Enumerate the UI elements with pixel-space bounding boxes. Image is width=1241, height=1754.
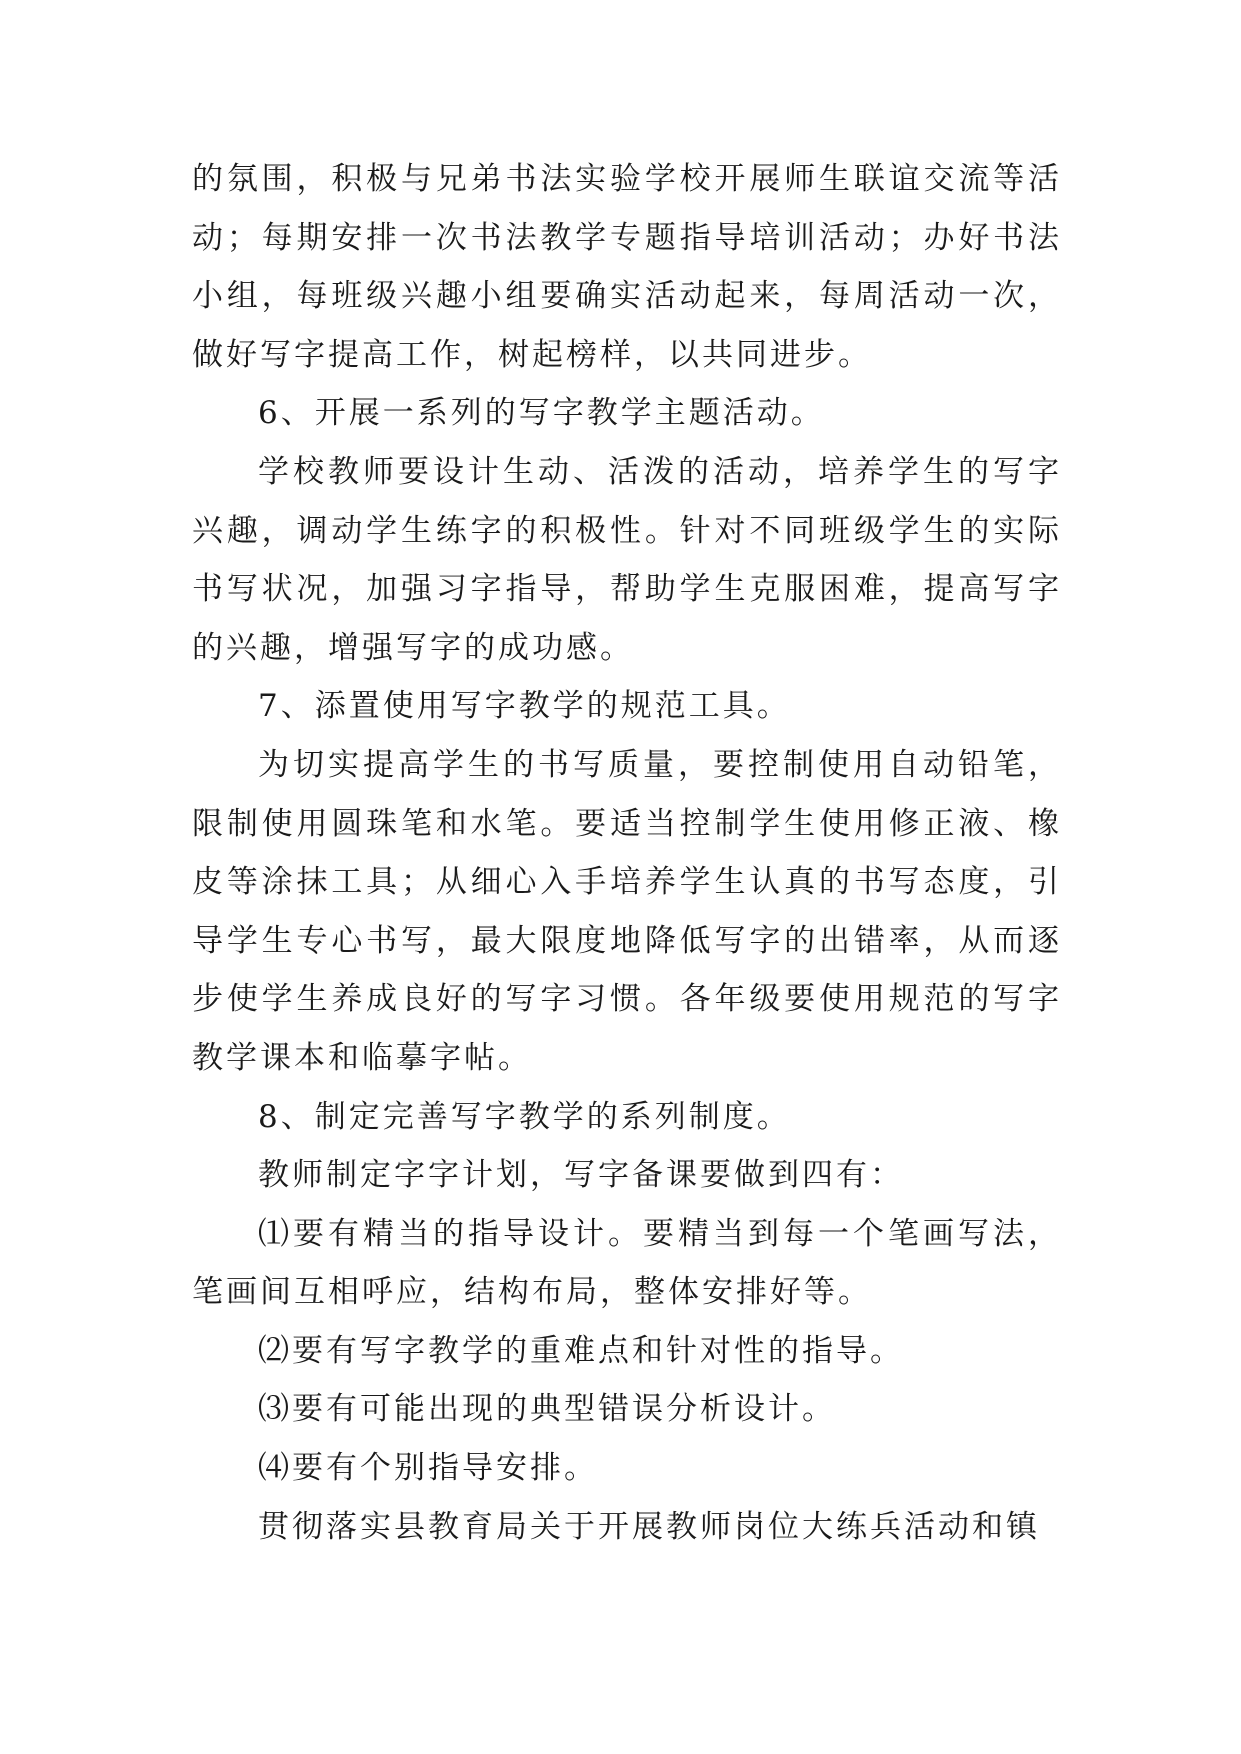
- section-heading-8: 8、制定完善写字教学的系列制度。: [258, 1098, 791, 1135]
- list-item-1: ⑴要有精当的指导设计。要精当到每一个笔画写法，笔画间互相呼应，结构布局，整体安排好等。: [192, 1215, 1062, 1311]
- section-heading-7: 7、添置使用写字教学的规范工具。: [258, 688, 791, 725]
- paragraph-12: 贯彻落实县教育局关于开展教师岗位大练兵活动和镇: [258, 1508, 1040, 1545]
- list-item-4: ⑷要有个别指导安排。: [258, 1450, 598, 1487]
- paragraph-7: 教师制定字字计划，写字备课要做到四有：: [258, 1157, 904, 1194]
- list-item-3: ⑶要有可能出现的典型错误分析设计。: [258, 1391, 836, 1428]
- paragraph-5: 为切实提高学生的书写质量，要控制使用自动铅笔，限制使用圆珠笔和水笔。要适当控制学生使用修正液、橡皮等涂抹工具；从细心入手培养学生认真的书写态度，引导学生专心书写，最大限度地降低写字的出错率，从而逐步使学生养成良好的写字习惯。各年级要使用规范的写字教学课本和临摹字帖。: [192, 746, 1062, 1076]
- list-item-2: ⑵要有写字教学的重难点和针对性的指导。: [258, 1332, 904, 1369]
- paragraph-3: 学校教师要设计生动、活泼的活动，培养学生的写字兴趣，调动学生练字的积极性。针对不同班级学生的实际书写状况，加强习字指导，帮助学生克服困难，提高写字的兴趣，增强写字的成功感。: [192, 453, 1062, 666]
- paragraph-1: 的氛围，积极与兄弟书法实验学校开展师生联谊交流等活动；每期安排一次书法教学专题指导培训活动；办好书法小组，每班级兴趣小组要确实活动起来，每周活动一次，做好写字提高工作，树起榜样，以共同进步。: [192, 161, 1062, 373]
- document-body: [192, 150, 1062, 1556]
- section-heading-6: 6、开展一系列的写字教学主题活动。: [258, 395, 825, 432]
